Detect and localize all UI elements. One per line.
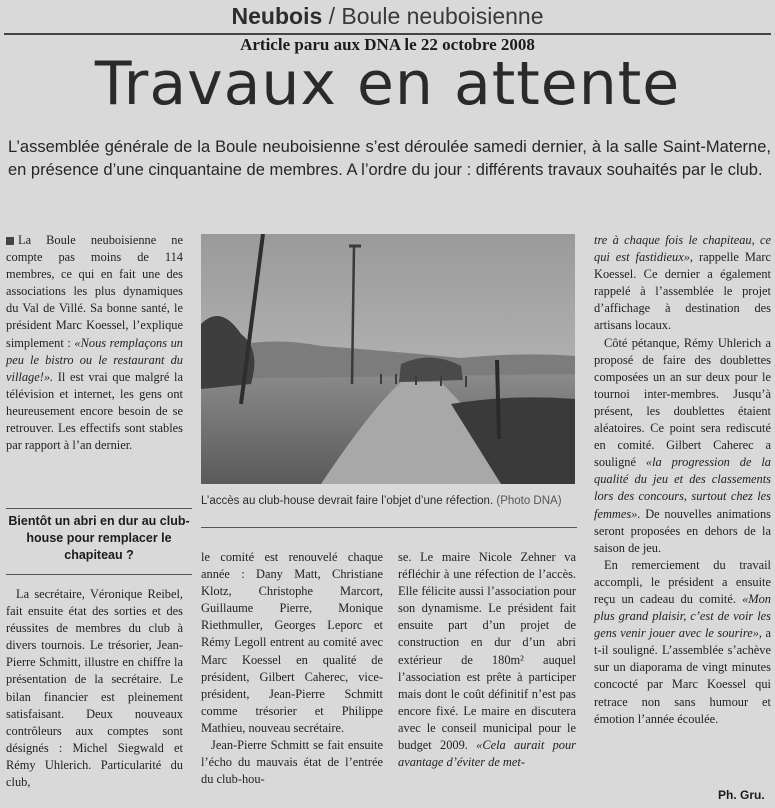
text: Côté pétanque, Rémy Uhlerich a proposé de faire des doublettes composées un an sur deux pour le tournoi inter-membres. Jusqu’à présent, les doublettes étaient aléatoires. Ce point sera rediscuté en comité. Gilbert Caherec a souligné [594, 335, 771, 470]
quote: «la progression de la qualité du jeu et des classements lors des concours, surtout chez les femmes». [594, 455, 771, 521]
column-1-bottom [6, 586, 183, 791]
quote: «Nous remplaçons un peu le bistro ou le restaurant du village!». [6, 335, 183, 384]
quote: «Cela aurait pour avantage d’éviter de met- [398, 738, 576, 770]
photo-caption [201, 494, 577, 509]
paragraph [594, 557, 771, 728]
rubric-separator: / [322, 3, 342, 29]
divider [201, 527, 577, 528]
divider [6, 508, 192, 509]
rubric-subject: Boule neuboisienne [341, 3, 544, 29]
caption-text: L’accès au club-house devrait faire l’objet d’une réfection. [201, 495, 494, 507]
intertitle: Bientôt un abri en dur au club-house pour remplacer le chapiteau ? [8, 514, 190, 562]
column-3 [398, 549, 576, 771]
paragraph [398, 549, 576, 771]
divider [6, 574, 192, 575]
clubhouse-access-photo [201, 234, 575, 484]
text: se. Le maire Nicole Zehner va réfléchir à une réfection de l’accès. Elle félicite aussi l’association pour son dynamisme. Le président fait ensuite part d’un projet de construction en dur d’un abri extérieur de 180m² auquel l’association est prête à participer mais dont le coût définitif n’est pas encore fixé. Le maire en discutera avec le conseil municipal pour le budget 2009. [398, 550, 576, 753]
text: De nouvelles animations seront proposées en dehors de la saison de jeu. [594, 506, 771, 555]
column-4 [594, 232, 771, 728]
paragraph [6, 232, 183, 454]
quote: «Mon plus grand plaisir, c’est de voir les gens venir jouer avec le sourire» [594, 591, 771, 641]
text: , rappelle Marc Koessel. Ce dernier a également rappelé à l’assemblée le projet d’affichage à destination des artisans locaux. [594, 250, 772, 333]
source-line: Article paru aux DNA le 22 octobre 2008 [240, 35, 535, 54]
column-2 [201, 549, 383, 788]
quote: tre à chaque fois le chapiteau, ce qui est fastidieux» [594, 233, 771, 265]
text: , a t-il souligné. L’assemblée s’achève sur un diaporama de vingt minutes concocté par Marc Koessel qui retrace non sans humour et émotion l’année écoulée. [594, 626, 772, 726]
chapo: L’assemblée générale de la Boule neuboisienne s’est déroulée samedi dernier, à la salle Saint-Materne, en présence d’une cinquantaine de membres. A l’ordre du jour : différents travaux souhaités par le club. [8, 138, 771, 179]
paragraph [594, 232, 771, 335]
author-signature: Ph. Gru. [718, 788, 765, 802]
paragraph [594, 335, 771, 557]
paragraph: Jean-Pierre Schmitt se fait ensuite l’écho du mauvais état de l’entrée du club-hou- [201, 738, 383, 787]
headline: Travaux en attente [94, 49, 681, 119]
paragraph: le comité est renouvelé chaque année : Dany Matt, Christiane Klotz, Christophe Marcort, Guillaume Pierre, Monique Riethmuller, Georges Leporc et Rémy Legoll entrent au comité avec Marc Koessel en qualité de président, Gilbert Caherec, vice-président, Jean-Pierre Schmitt comme trésorier et Philippe Mathieu, nouveau secrétaire. [201, 550, 383, 735]
text: La Boule neuboisienne ne compte pas moins de 114 membres, ce qui en fait une des associations les plus dynamiques du Val de Villé. Sa bonne santé, le président Marc Koessel, l’explique simplement : [6, 233, 183, 350]
text: Il est vrai que malgré la télévision et internet, les gens ont heureusement encore besoin de se retrouver. Les effectifs sont stables par rapport à l’an dernier. [6, 369, 183, 453]
rubric-section: Neubois [231, 3, 323, 29]
column-1-top [6, 232, 183, 454]
text: En remerciement du travail accompli, le président a ensuite reçu un cadeau du comité. [594, 557, 771, 606]
photo-credit: (Photo DNA) [496, 495, 562, 507]
paragraph: La secrétaire, Véronique Reibel, fait ensuite état des sorties et des réussites de membres du club à divers tournois. Le trésorier, Jean-Pierre Schmitt, illustre en chiffre la présentation de la secrétaire. Le bilan financier est pleinement satisfaisant. Deux nouveaux contrôleurs aux comptes sont désignés : Michel Siegwald et Rémy Uhlerich. Particularité du club, [6, 587, 183, 790]
bullet-square-icon [6, 237, 14, 245]
section-rubric [0, 0, 775, 33]
